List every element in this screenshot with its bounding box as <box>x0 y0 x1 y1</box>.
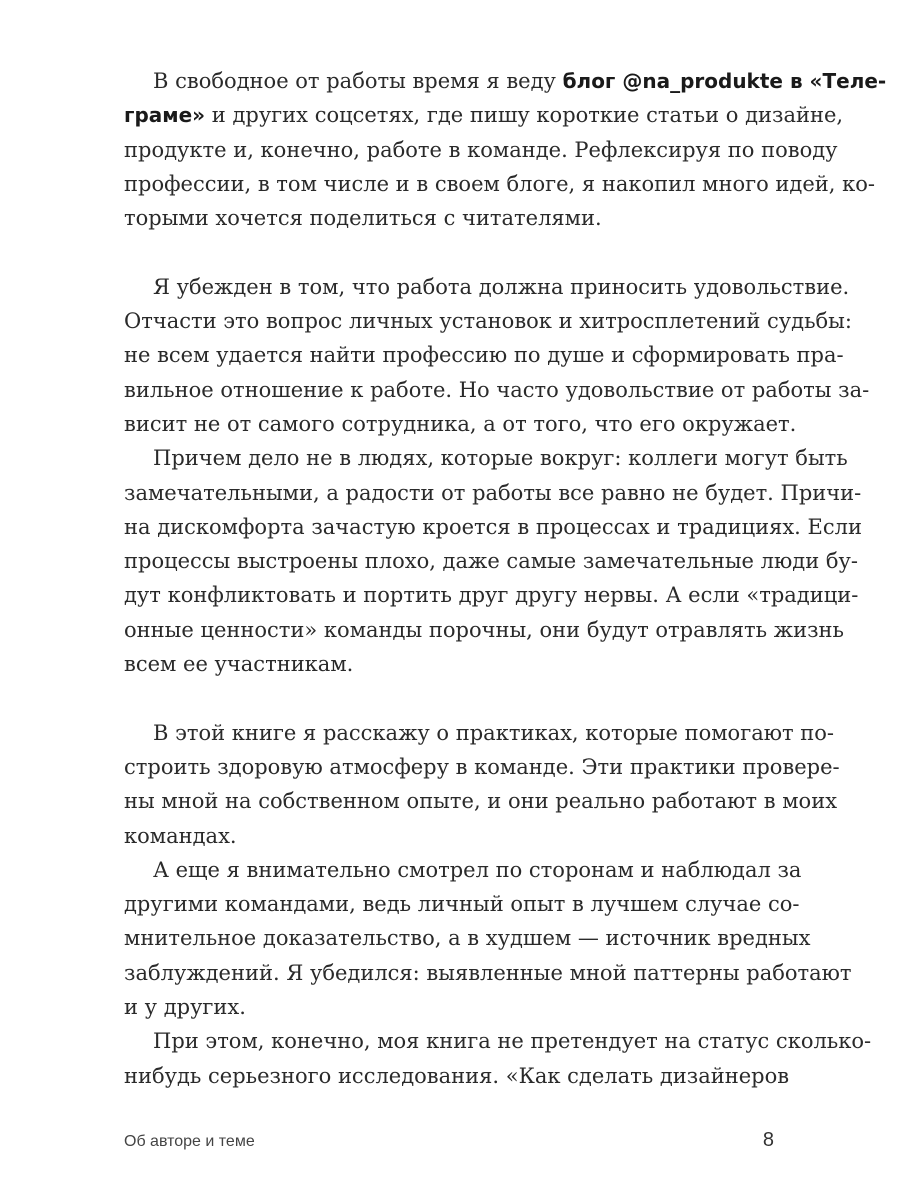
text-line: онные ценности» команды порочны, они будут отравлять жизнь <box>124 617 844 642</box>
text-line: замечательными, а радости от работы все равно не будет. Причи- <box>124 480 862 505</box>
paragraph-intro-blog <box>124 64 887 235</box>
text-line: нибудь серьезного исследования. «Как сделать дизайнеров <box>124 1063 790 1088</box>
page-number: 8 <box>762 1129 774 1151</box>
text-line: заблуждений. Я убедился: выявленные мной паттерны работают <box>124 960 852 985</box>
text-span: и других соцсетях, где пишу короткие статьи о дизайне, <box>205 103 844 128</box>
text-line: командах. <box>124 823 237 848</box>
text-line: мнительное доказательство, а в худшем — источник вредных <box>124 926 811 951</box>
text-line: торыми хочется поделиться с читателями. <box>124 206 602 231</box>
paragraph-work-pleasure <box>124 270 870 441</box>
text-line: Причем дело не в людях, которые вокруг: коллеги могут быть <box>153 446 848 471</box>
text-line: висит не от самого сотрудника, а от того, что его окружает. <box>124 411 797 436</box>
text-line: не всем удается найти профессию по душе и сформировать пра- <box>124 343 844 368</box>
text-line: дут конфликтовать и портить друг другу нервы. А если «традици- <box>124 583 859 608</box>
text-line: продукте и, конечно, работе в команде. Рефлексируя по поводу <box>124 137 838 162</box>
text-line: В этой книге я расскажу о практиках, которые помогают по- <box>153 720 835 745</box>
text-line: профессии, в том числе и в своем блоге, я накопил много идей, ко- <box>124 171 875 196</box>
text-span: В свободное от работы время я веду <box>153 69 563 93</box>
blog-link-text: блог @na_produkte в «Теле- <box>562 69 887 93</box>
paragraph-disclaimer <box>124 1024 872 1093</box>
text-line: А еще я внимательно смотрел по сторонам и наблюдал за <box>153 857 802 882</box>
paragraph-processes <box>124 441 862 681</box>
running-footer-section-title: Об авторе и теме <box>124 1133 255 1150</box>
text-line: ны мной на собственном опыте, и они реально работают в моих <box>124 789 838 814</box>
text-line: строить здоровую атмосферу в команде. Эти практики провере- <box>124 754 840 779</box>
text-line: Отчасти это вопрос личных установок и хитросплетений судьбы: <box>124 309 852 334</box>
text-line: процессы выстроены плохо, даже самые замечательные люди бу- <box>124 549 858 574</box>
text-line: Я убежден в том, что работа должна приносить удовольствие. <box>153 274 850 299</box>
text-line: всем ее участникам. <box>124 652 354 677</box>
text-line <box>124 98 844 132</box>
text-line: вильное отношение к работе. Но часто удовольствие от работы за- <box>124 377 870 402</box>
section-gap <box>124 681 774 715</box>
text-line: При этом, конечно, моя книга не претендует на статус сколько- <box>153 1029 872 1054</box>
body-text <box>124 64 887 1093</box>
section-gap <box>124 235 774 269</box>
paragraph-practices <box>124 716 840 853</box>
text-line: другими командами, ведь личный опыт в лучшем случае со- <box>124 892 800 917</box>
text-line: и у других. <box>124 995 246 1020</box>
text-line <box>124 64 887 98</box>
blog-link-text-continued: граме» <box>124 103 206 128</box>
text-line: на дискомфорта зачастую кроется в процессах и традициях. Если <box>124 514 862 539</box>
paragraph-observations <box>124 853 852 1024</box>
